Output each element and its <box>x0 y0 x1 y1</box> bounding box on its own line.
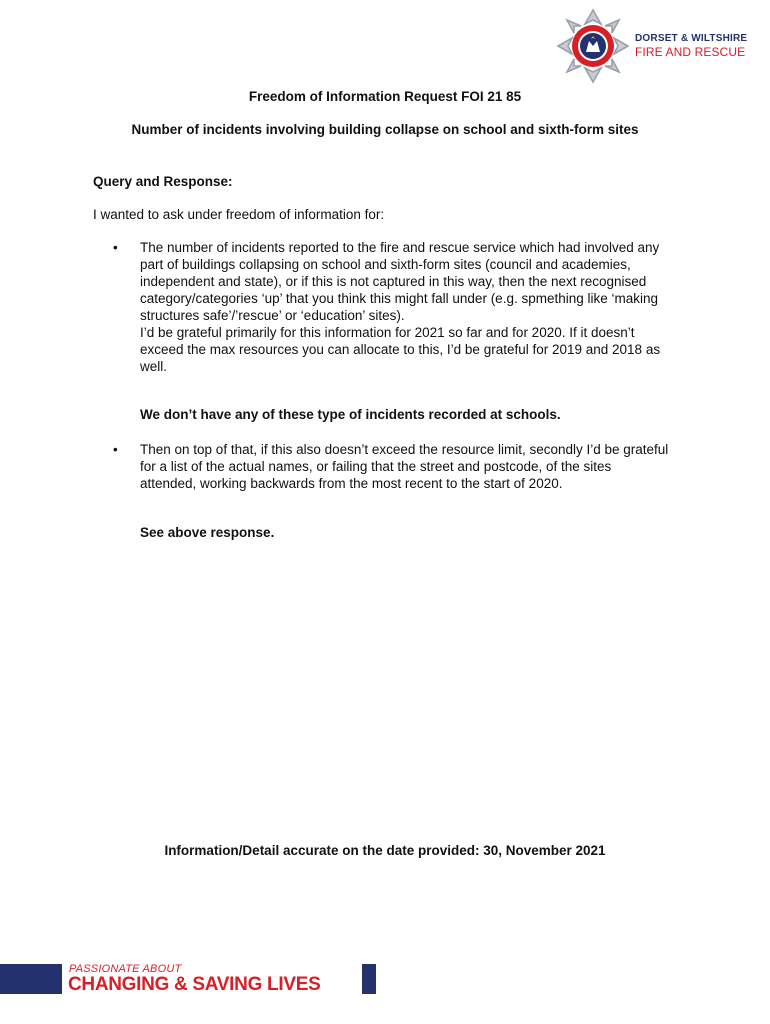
footer-tagline-line2: CHANGING & SAVING LIVES <box>68 974 321 995</box>
query-paragraph: I’d be grateful primarily for this information for 2021 so far and for 2020. If it doesn’t exceed the max resources you can allocate to this, I’d be grateful for 2019 and 2018 as well. <box>140 325 661 374</box>
document-subtitle: Number of incidents involving building collapse on school and sixth-form sites <box>131 122 639 137</box>
bullet-marker: • <box>113 442 118 457</box>
response-text: See above response. <box>140 525 275 540</box>
org-name-line2: FIRE AND RESCUE <box>635 45 746 59</box>
accuracy-note: Information/Detail accurate on the date provided: 30, November 2021 <box>164 843 606 858</box>
footer-tagline-line1: PASSIONATE ABOUT <box>69 963 182 975</box>
list-item-text <box>140 441 670 492</box>
list-item-text <box>140 239 670 375</box>
list-item <box>113 239 673 399</box>
query-paragraph: Then on top of that, if this also doesn’t exceed the resource limit, secondly I’d be grateful for a list of the actual names, or failing that the street and postcode, of the sites attended, working backwards from the most recent to the start of 2020. <box>140 442 669 491</box>
document-title: Freedom of Information Request FOI 21 85 <box>248 89 522 104</box>
list-item <box>113 441 673 513</box>
response-text: We don’t have any of these type of incidents recorded at schools. <box>140 407 561 422</box>
bullet-marker: • <box>113 240 118 255</box>
footer-bar-right <box>362 964 376 994</box>
fire-service-crest-icon <box>556 8 630 84</box>
intro-text: I wanted to ask under freedom of information for: <box>93 207 385 222</box>
footer-bar-left <box>0 964 62 994</box>
header-logo <box>556 8 746 84</box>
section-heading: Query and Response: <box>93 174 233 189</box>
org-name-line1: DORSET & WILTSHIRE <box>635 33 748 44</box>
query-paragraph: The number of incidents reported to the fire and rescue service which had involved any part of buildings collapsing on school and sixth-form sites (council and academies, independent and state), or if this is not captured in this way, then the next recognised category/categories ‘up’ that you think this might fall under (e.g. spmething like ‘making structures safe’/’rescue’ or ‘education’ sites). <box>140 240 660 323</box>
